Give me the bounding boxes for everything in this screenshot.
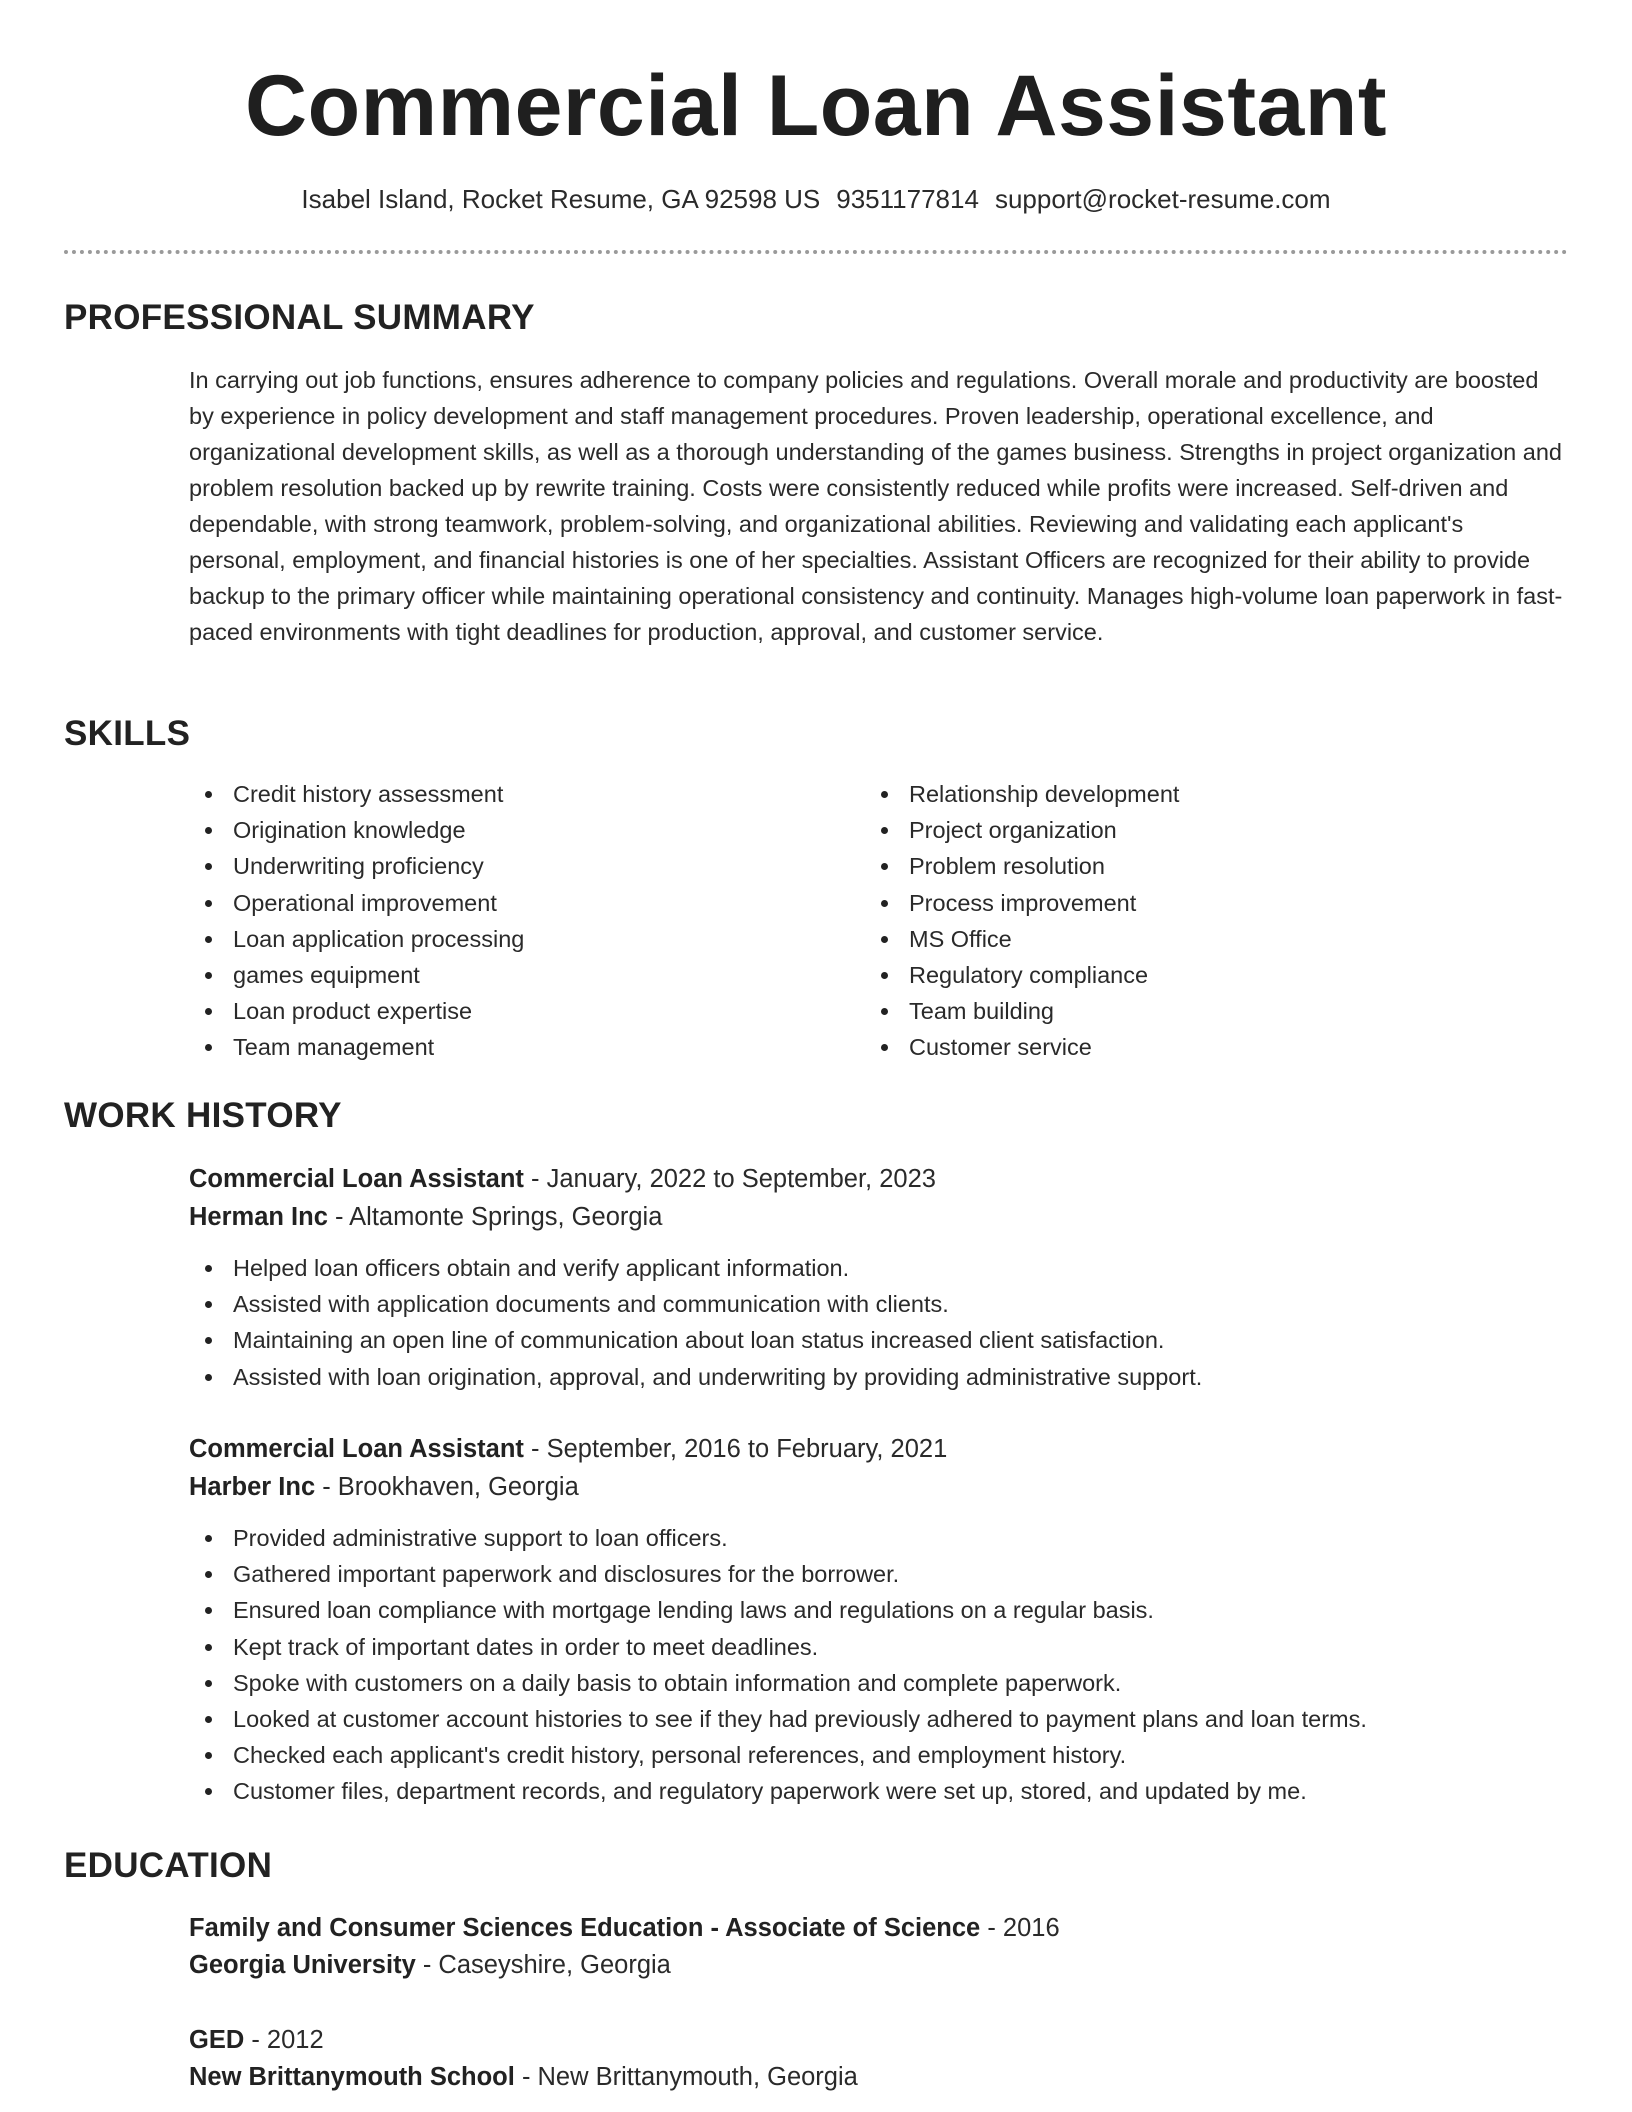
job-title: Commercial Loan Assistant	[189, 1165, 524, 1193]
job-dates: - September, 2016 to February, 2021	[523, 1435, 948, 1463]
section-title-education: EDUCATION	[64, 1846, 273, 1885]
job-bullet: Ensured loan compliance with mortgage lending laws and regulations on a regular basis.	[189, 1592, 1569, 1628]
job-bullet: Checked each applicant's credit history, personal references, and employment history.	[189, 1737, 1569, 1773]
skills-column-right	[865, 776, 1525, 1066]
header-divider	[64, 250, 1568, 254]
education-year: - 2012	[244, 2026, 324, 2054]
job-bullets	[189, 1520, 1569, 1810]
job-title-line	[189, 1160, 1569, 1198]
summary-paragraph: In carrying out job functions, ensures adherence to company policies and regulations. Overall morale and productivity are boosted by experience in policy development and staff management procedures. Proven leadership, operational excellence, and organizational development skills, as well as a thorough understanding of the games business. Strengths in project organization and problem resolution backed up by rewrite training. Costs were consistently reduced while profits were increased. Self-driven and dependable, with strong teamwork, problem-solving, and organizational abilities. Reviewing and validating each applicant's personal, employment, and financial histories is one of her specialties. Assistant Officers are recognized for their ability to provide backup to the primary officer while maintaining operational consistency and continuity. Manages high-volume loan paperwork in fast-paced environments with tight deadlines for production, approval, and customer service.	[189, 367, 1563, 645]
skill-item: MS Office	[865, 921, 1525, 957]
job-bullet: Helped loan officers obtain and verify applicant information.	[189, 1250, 1569, 1286]
education-school-line	[189, 1947, 1569, 1984]
skill-item: Origination knowledge	[189, 812, 849, 848]
section-title-skills: SKILLS	[64, 714, 191, 753]
job-bullet: Kept track of important dates in order to meet deadlines.	[189, 1629, 1569, 1665]
education-school: Georgia University	[189, 1951, 416, 1979]
skill-item: Team management	[189, 1029, 849, 1065]
skill-item: Team building	[865, 993, 1525, 1029]
education-school: New Brittanymouth School	[189, 2063, 515, 2091]
skill-item: Customer service	[865, 1029, 1525, 1065]
job-location: - Altamonte Springs, Georgia	[327, 1203, 663, 1231]
education-degree: GED	[189, 2026, 245, 2054]
skill-item: Loan product expertise	[189, 993, 849, 1029]
education-location: - Caseyshire, Georgia	[415, 1951, 671, 1979]
section-title-summary: PROFESSIONAL SUMMARY	[64, 298, 535, 337]
job-bullet: Spoke with customers on a daily basis to obtain information and complete paperwork.	[189, 1665, 1569, 1701]
education-location: - New Brittanymouth, Georgia	[514, 2063, 858, 2091]
job-bullet: Maintaining an open line of communication about loan status increased client satisfaction.	[189, 1322, 1569, 1358]
skill-item: Regulatory compliance	[865, 957, 1525, 993]
contact-address: Isabel Island, Rocket Resume, GA 92598 US	[301, 184, 821, 214]
resume-name: Commercial Loan Assistant	[245, 58, 1387, 154]
contact-line	[0, 182, 1632, 216]
section-title-work: WORK HISTORY	[64, 1096, 342, 1135]
skill-item: games equipment	[189, 957, 849, 993]
contact-email: support@rocket-resume.com	[994, 184, 1331, 214]
skill-item: Problem resolution	[865, 848, 1525, 884]
education-entry	[189, 1910, 1569, 1984]
education-year: - 2016	[980, 1914, 1060, 1942]
skill-item: Operational improvement	[189, 885, 849, 921]
job-bullet: Gathered important paperwork and disclosures for the borrower.	[189, 1556, 1569, 1592]
skill-item: Relationship development	[865, 776, 1525, 812]
job-bullet: Provided administrative support to loan officers.	[189, 1520, 1569, 1556]
job-dates: - January, 2022 to September, 2023	[523, 1165, 936, 1193]
job-company: Harber Inc	[189, 1473, 316, 1501]
job-bullet: Customer files, department records, and regulatory paperwork were set up, stored, and updated by me.	[189, 1773, 1569, 1809]
job-company-line	[189, 1198, 1569, 1236]
job-entry	[189, 1430, 1569, 1810]
skill-item: Loan application processing	[189, 921, 849, 957]
job-bullet: Assisted with loan origination, approval, and underwriting by providing administrative support.	[189, 1359, 1569, 1395]
job-title-line	[189, 1430, 1569, 1468]
education-school-line	[189, 2059, 1569, 2096]
job-location: - Brookhaven, Georgia	[315, 1473, 579, 1501]
skill-item: Credit history assessment	[189, 776, 849, 812]
job-company-line	[189, 1468, 1569, 1506]
job-company: Herman Inc	[189, 1203, 328, 1231]
skills-column-left	[189, 776, 849, 1066]
skill-item: Project organization	[865, 812, 1525, 848]
contact-phone: 9351177814	[836, 184, 979, 214]
education-degree-line	[189, 2022, 1569, 2059]
education-degree-line	[189, 1910, 1569, 1947]
job-bullet: Looked at customer account histories to see if they had previously adhered to payment plans and loan terms.	[189, 1701, 1569, 1737]
education-entry	[189, 2022, 1569, 2096]
skill-item: Underwriting proficiency	[189, 848, 849, 884]
job-bullet: Assisted with application documents and communication with clients.	[189, 1286, 1569, 1322]
education-degree: Family and Consumer Sciences Education - Associate of Science	[189, 1914, 981, 1942]
job-title: Commercial Loan Assistant	[189, 1435, 524, 1463]
job-bullets	[189, 1250, 1569, 1395]
job-entry	[189, 1160, 1569, 1395]
skill-item: Process improvement	[865, 885, 1525, 921]
